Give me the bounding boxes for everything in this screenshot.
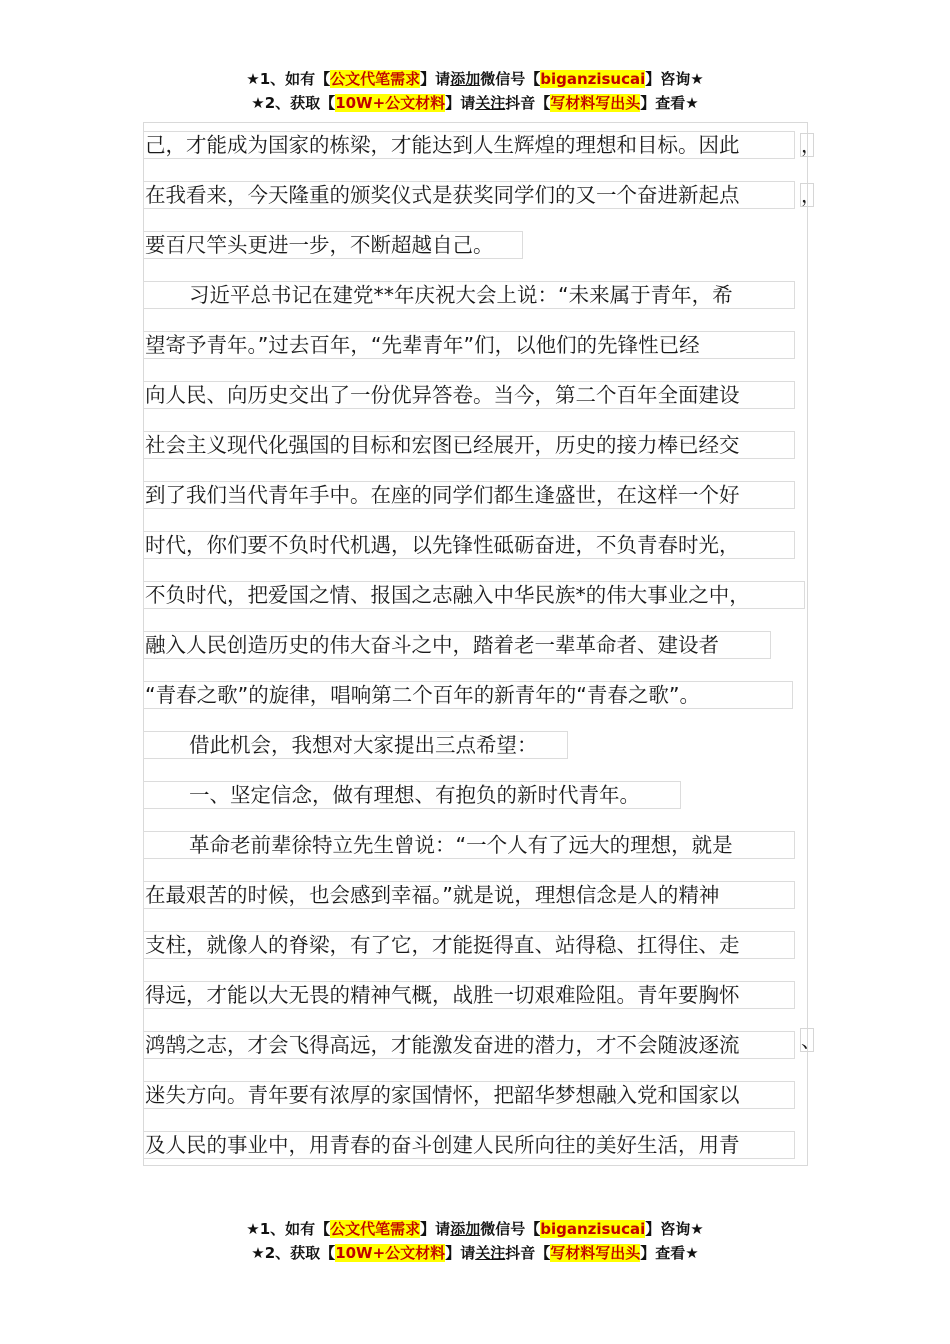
body-line: 向人民、向历史交出了一份优异答卷。当今，第二个百年全面建设 [145,381,740,410]
highlight-wechat-id: biganzisucai [540,1220,646,1238]
body-line: 在最艰苦的时候，也会感到幸福。”就是说，理想信念是人的精神 [145,881,719,910]
highlight-wechat-id: biganzisucai [540,70,646,88]
body-line: 鸿鹄之志，才会飞得高远，才能激发奋进的潜力，才不会随波逐流 [145,1031,740,1060]
footer-banner [0,1217,950,1265]
banner-line-1: ★1、如有【公文代笔需求】请添加微信号【biganzisucai】咨询★ [246,70,704,88]
highlight-ghostwriting: 公文代笔需求 [330,1220,421,1238]
body-line: 支柱，就像人的脊梁，有了它，才能挺得直、站得稳、扛得住、走 [145,931,740,960]
overflow-mark: 、 [801,1028,821,1052]
body-line: 时代，你们要不负时代机遇，以先锋性砥砺奋进，不负青春时光， [145,531,740,560]
body-line: 及人民的事业中，用青春的奋斗创建人民所向往的美好生活，用青 [145,1131,740,1160]
header-banner [0,67,950,115]
body-line: 要百尺竿头更进一步，不断超越自己。 [145,231,494,260]
body-line: 望寄予青年。”过去百年，“先辈青年”们，以他们的先锋性已经 [145,331,700,360]
body-line: 己，才能成为国家的栋梁，才能达到人生辉煌的理想和目标。因此 [145,131,740,160]
highlight-ghostwriting: 公文代笔需求 [330,70,421,88]
overflow-mark: ， [801,183,821,207]
body-line: 融入人民创造历史的伟大奋斗之中，踏着老一辈革命者、建设者 [145,631,719,660]
body-line: “青春之歌”的旋律，唱响第二个百年的新青年的“青春之歌”。 [145,681,700,710]
banner-line-1: ★1、如有【公文代笔需求】请添加微信号【biganzisucai】咨询★ [246,1220,704,1238]
body-line: 在我看来，今天隆重的颁奖仪式是获奖同学们的又一个奋进新起点 [145,181,740,210]
body-line: 到了我们当代青年手中。在座的同学们都生逢盛世，在这样一个好 [145,481,740,510]
body-line: 迷失方向。青年要有浓厚的家国情怀，把韶华梦想融入党和国家以 [145,1081,740,1110]
body-line: 一、坚定信念，做有理想、有抱负的新时代青年。 [145,781,640,810]
highlight-materials: 10W+公文材料 [335,94,446,112]
body-line: 不负时代，把爱国之情、报国之志融入中华民族*的伟大事业之中， [145,581,750,610]
highlight-materials: 10W+公文材料 [335,1244,446,1262]
overflow-mark: ， [801,133,821,157]
body-line: 社会主义现代化强国的目标和宏图已经展开，历史的接力棒已经交 [145,431,740,460]
banner-line-2: ★2、获取【10W+公文材料】请关注抖音【写材料写出头】查看★ [251,94,699,112]
highlight-douyin: 写材料写出头 [550,1244,641,1262]
banner-line-2: ★2、获取【10W+公文材料】请关注抖音【写材料写出头】查看★ [251,1244,699,1262]
body-line: 习近平总书记在建党**年庆祝大会上说：“未来属于青年，希 [145,281,733,310]
body-line: 得远，才能以大无畏的精神气概，战胜一切艰难险阻。青年要胸怀 [145,981,740,1010]
highlight-douyin: 写材料写出头 [550,94,641,112]
body-line: 革命老前辈徐特立先生曾说：“一个人有了远大的理想，就是 [145,831,733,860]
body-line: 借此机会，我想对大家提出三点希望： [145,731,538,760]
